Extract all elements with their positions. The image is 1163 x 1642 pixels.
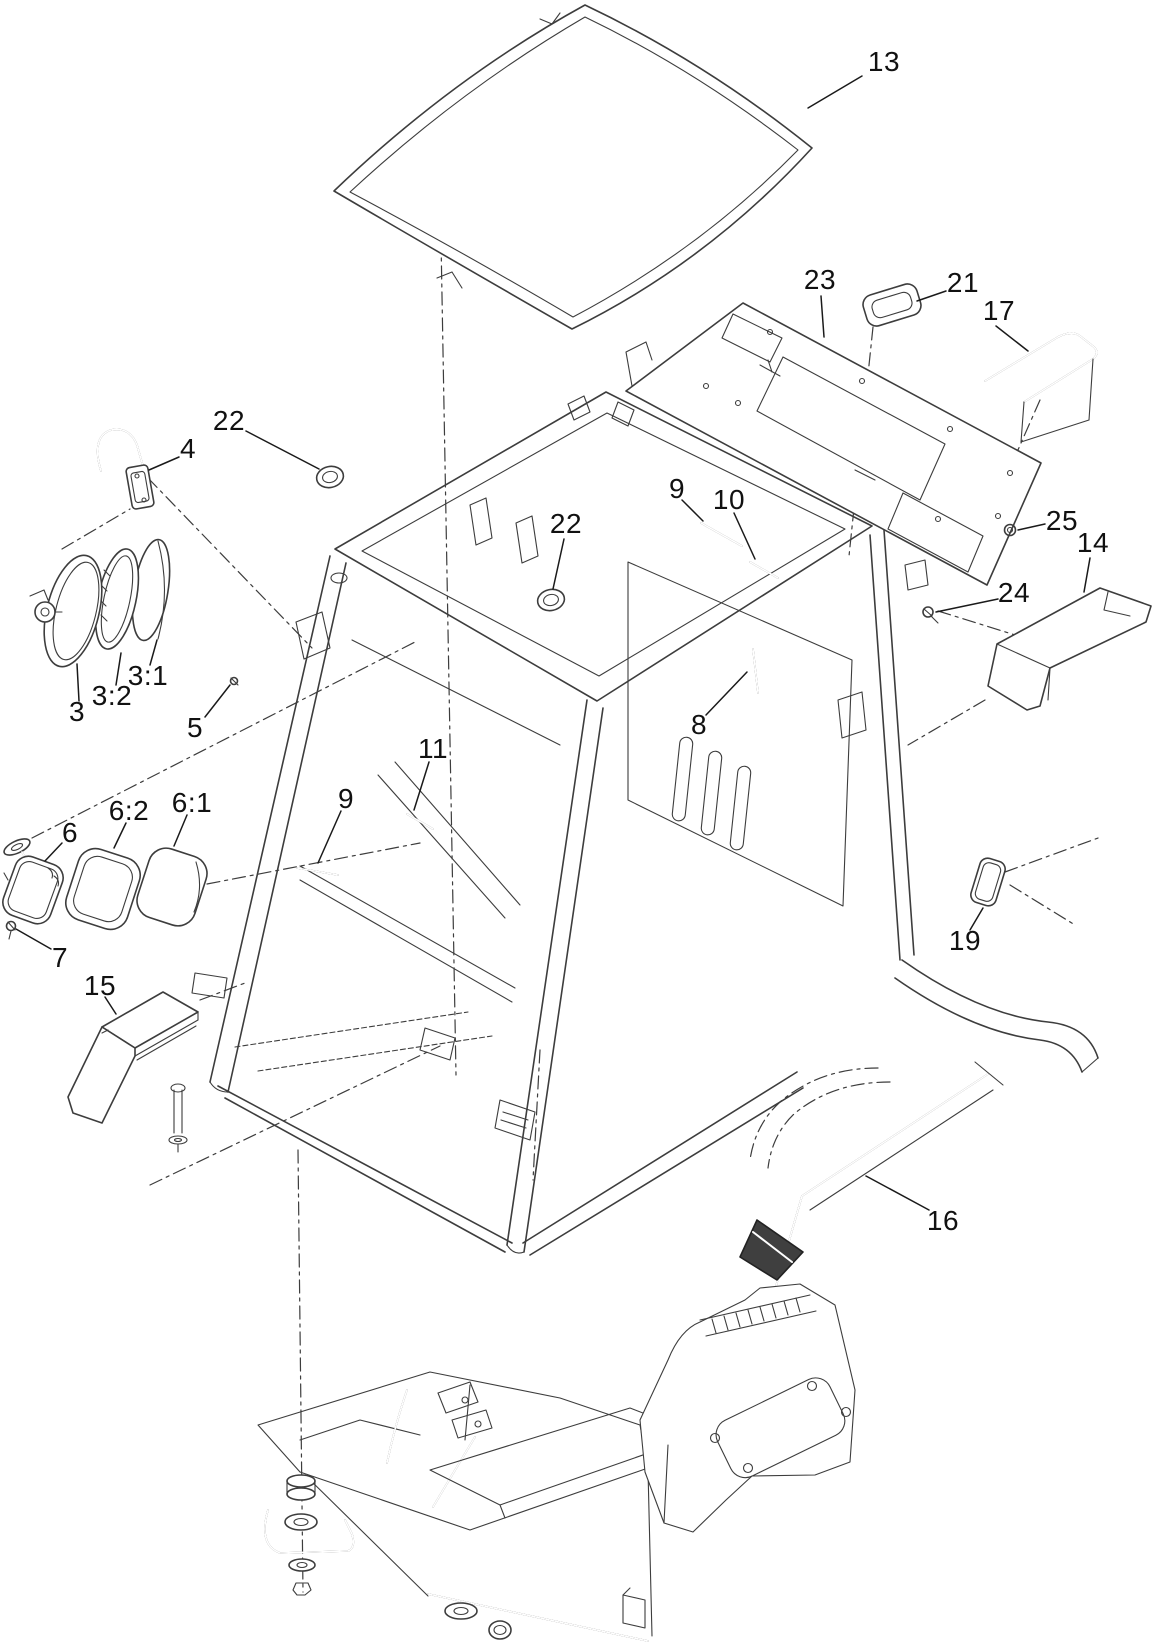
grommet-22-center <box>536 587 567 613</box>
callout-13: 13 <box>867 46 901 77</box>
wire-handle-17 <box>985 333 1097 442</box>
mirror-head-6 <box>0 836 67 928</box>
trim-strip-16 <box>772 1062 1003 1300</box>
callout-9-upper: 9 <box>668 473 686 504</box>
callout-9-lower: 9 <box>337 783 355 814</box>
decal-9-upper <box>701 523 742 546</box>
callout-6: 6 <box>61 817 79 848</box>
grommet-22-left <box>315 464 346 490</box>
callout-6-2: 6:2 <box>108 795 150 826</box>
callout-7: 7 <box>51 942 69 973</box>
screw-5 <box>231 678 239 686</box>
cover-15 <box>68 992 198 1123</box>
callout-5: 5 <box>186 712 204 743</box>
callout-8: 8 <box>690 709 708 740</box>
seat-base-assembly <box>258 1220 855 1641</box>
callout-11: 11 <box>417 733 449 764</box>
callout-3-1: 3:1 <box>127 660 169 691</box>
callout-21: 21 <box>946 267 980 298</box>
decal-8 <box>753 649 758 693</box>
callout-19: 19 <box>948 925 982 956</box>
callout-22-left: 22 <box>212 405 246 436</box>
callout-17: 17 <box>982 295 1016 326</box>
callout-16: 16 <box>926 1205 960 1236</box>
callout-25: 25 <box>1045 505 1079 536</box>
mirror-gasket-6-2 <box>61 844 145 934</box>
callout-10: 10 <box>712 484 746 515</box>
callout-6-1: 6:1 <box>171 787 213 818</box>
roof-panel-13 <box>334 5 812 329</box>
bezel-21 <box>861 282 924 329</box>
mirror-head-3 <box>30 549 112 672</box>
decal-10 <box>750 562 778 578</box>
callout-22-center: 22 <box>549 508 583 539</box>
decal-11 <box>407 814 433 829</box>
callout-15: 15 <box>83 970 117 1001</box>
callout-23: 23 <box>803 264 837 295</box>
callout-3: 3 <box>68 696 86 727</box>
rear-top-panel-23 <box>626 303 1041 585</box>
mirror-glass-6-1 <box>132 843 211 930</box>
callout-4: 4 <box>179 433 197 464</box>
decal-9-lower <box>297 868 338 875</box>
callout-14: 14 <box>1076 527 1110 558</box>
callout-24: 24 <box>997 577 1031 608</box>
mirror-arm-4 <box>98 429 155 509</box>
callout-3-2: 3:2 <box>91 680 133 711</box>
pad-19 <box>969 856 1007 908</box>
screw-24 <box>923 607 938 623</box>
screw-7 <box>7 922 16 940</box>
